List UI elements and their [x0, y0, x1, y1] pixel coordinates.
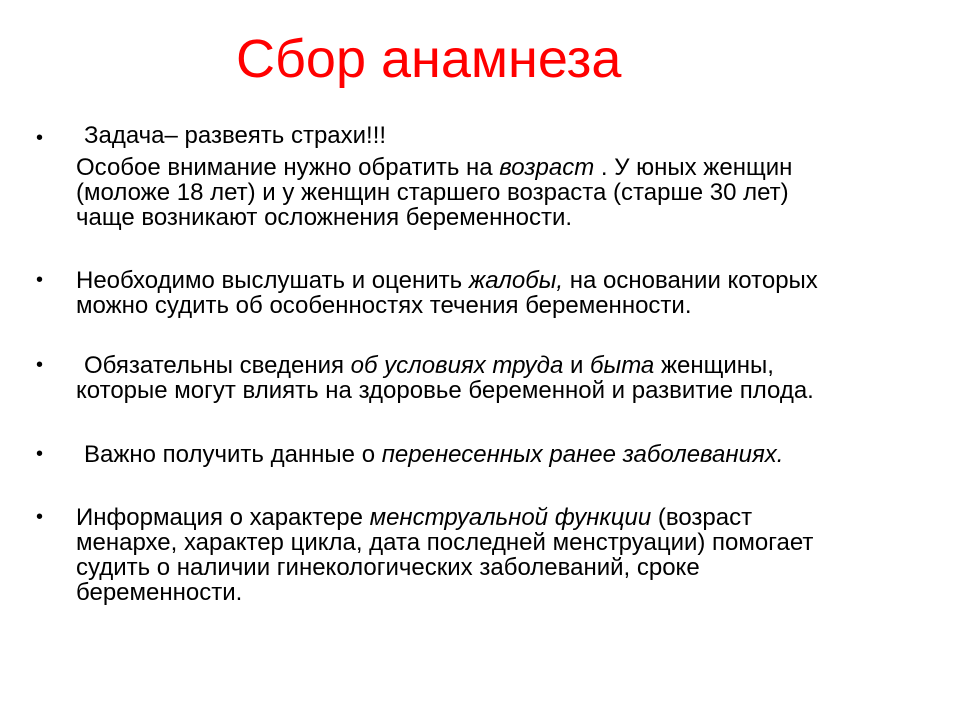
emphasis-text: менструальной функции: [369, 504, 652, 531]
emphasis-text: жалобы,: [468, 267, 564, 294]
bullet-icon: •: [36, 127, 44, 149]
text-run: Особое внимание нужно обратить на: [76, 154, 500, 181]
text-run: (моложе 18 лет) и у женщин старшего возраста (старше 30 лет): [76, 179, 789, 206]
text-run: которые могут влиять на здоровье беременной и развитие плода.: [76, 377, 814, 404]
paragraph-line: [76, 205, 916, 230]
emphasis-text: перенесенных ранее заболеваниях.: [381, 441, 784, 468]
bullet-line: [76, 442, 916, 467]
bullet-item-task: [76, 123, 916, 148]
text-run: . У юных женщин: [594, 154, 793, 181]
bullet-line: [76, 555, 916, 580]
emphasis-text: возраст: [499, 154, 595, 181]
text-run: беременности.: [76, 579, 243, 606]
paragraph-age: [76, 155, 916, 230]
bullet-item-diseases: [76, 442, 916, 467]
text-run: судить о наличии гинекологических заболеваний, сроке: [76, 554, 700, 581]
bullet-line: [76, 293, 916, 318]
text-run: менархе, характер цикла, дата последней менструации) помогает: [76, 529, 814, 556]
text-run: можно судить об особенностях течения беременности.: [76, 292, 692, 319]
text-run: на основании которых: [563, 267, 818, 294]
text-run: Информация о характере: [76, 504, 370, 531]
slide-title: Сбор анамнеза: [236, 29, 622, 89]
text-run: Обязательны сведения: [84, 352, 351, 379]
text-run: женщины,: [654, 352, 774, 379]
bullet-line: [76, 530, 916, 555]
bullet-line: [76, 505, 916, 530]
bullet-line: [76, 268, 916, 293]
paragraph-line: [76, 155, 916, 180]
bullet-icon: •: [36, 443, 44, 465]
bullet-line: [76, 123, 916, 148]
bullet-line: [76, 353, 916, 378]
bullet-icon: •: [36, 269, 44, 291]
bullet-item-menstrual: [76, 505, 916, 605]
text-run: и: [563, 352, 591, 379]
text-run: чаще возникают осложнения беременности.: [76, 204, 573, 231]
emphasis-text: об условиях труда: [350, 352, 564, 379]
bullet-icon: •: [36, 506, 44, 528]
text-run: Задача– развеять страхи!!!: [84, 122, 387, 149]
bullet-item-complaints: [76, 268, 916, 318]
text-run: (возраст: [651, 504, 753, 531]
bullet-item-conditions: [76, 353, 916, 403]
bullet-icon: •: [36, 354, 44, 376]
bullet-line: [76, 580, 916, 605]
paragraph-line: [76, 180, 916, 205]
bullet-line: [76, 378, 916, 403]
text-run: Необходимо выслушать и оценить: [76, 267, 469, 294]
text-run: Важно получить данные о: [84, 441, 382, 468]
emphasis-text: быта: [590, 352, 655, 379]
